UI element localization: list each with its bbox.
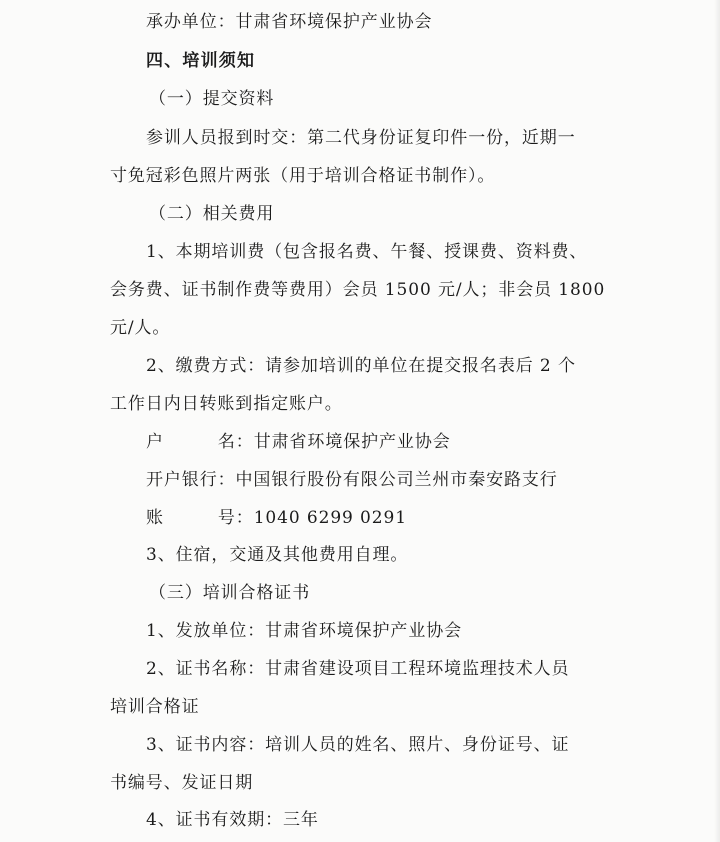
subsection-certificate: （三）培训合格证书 (149, 583, 311, 603)
certificate-item-3-line-2: 书编号、发证日期 (110, 773, 254, 793)
account-number-label-2: 号： (217, 508, 254, 528)
organizer-line: 承办单位：甘肃省环境保护产业协会 (146, 12, 433, 32)
materials-text-2: 寸免冠彩色照片两张（用于培训合格证书制作）。 (110, 166, 496, 186)
fee-item-1-line-1: 1、本期培训费（包含报名费、午餐、授课费、资料费、 (146, 242, 588, 262)
account-name-label-2: 名： (217, 432, 254, 452)
section-heading-training-notice: 四、培训须知 (146, 51, 256, 71)
materials-text-1: 参训人员报到时交：第二代身份证复印件一份，近期一 (146, 128, 576, 148)
certificate-item-2-line-2: 培训合格证 (110, 697, 200, 717)
fee-item-3: 3、住宿，交通及其他费用自理。 (146, 545, 409, 565)
fee-item-1-line-2: 会务费、证书制作费等费用）会员 1500 元/人；非会员 1800 (110, 280, 606, 300)
page-edge-shadow (714, 0, 720, 842)
account-number-label-1: 账 (146, 508, 164, 528)
account-name-label-1: 户 (146, 432, 164, 452)
account-number-row (146, 506, 720, 530)
certificate-item-3-line-1: 3、证书内容：培训人员的姓名、照片、身份证号、证 (146, 735, 570, 755)
certificate-item-2-line-1: 2、证书名称：甘肃省建设项目工程环境监理技术人员 (146, 659, 570, 679)
fee-item-1-line-3: 元/人。 (110, 318, 171, 338)
subsection-submit-materials: （一）提交资料 (149, 89, 275, 109)
account-name-row (146, 430, 720, 454)
certificate-item-1: 1、发放单位：甘肃省环境保护产业协会 (146, 621, 463, 641)
certificate-item-4: 4、证书有效期：三年 (146, 810, 319, 830)
fee-item-2-line-1: 2、缴费方式：请参加培训的单位在提交报名表后 2 个 (146, 356, 576, 376)
subsection-fees: （二）相关费用 (149, 204, 275, 224)
account-number-value: 1040 6299 0291 (253, 508, 407, 528)
bank-row: 开户银行：中国银行股份有限公司兰州市秦安路支行 (146, 470, 558, 490)
account-name-value: 甘肃省环境保护产业协会 (253, 432, 451, 452)
fee-item-2-line-2: 工作日内日转账到指定账户。 (110, 394, 343, 414)
